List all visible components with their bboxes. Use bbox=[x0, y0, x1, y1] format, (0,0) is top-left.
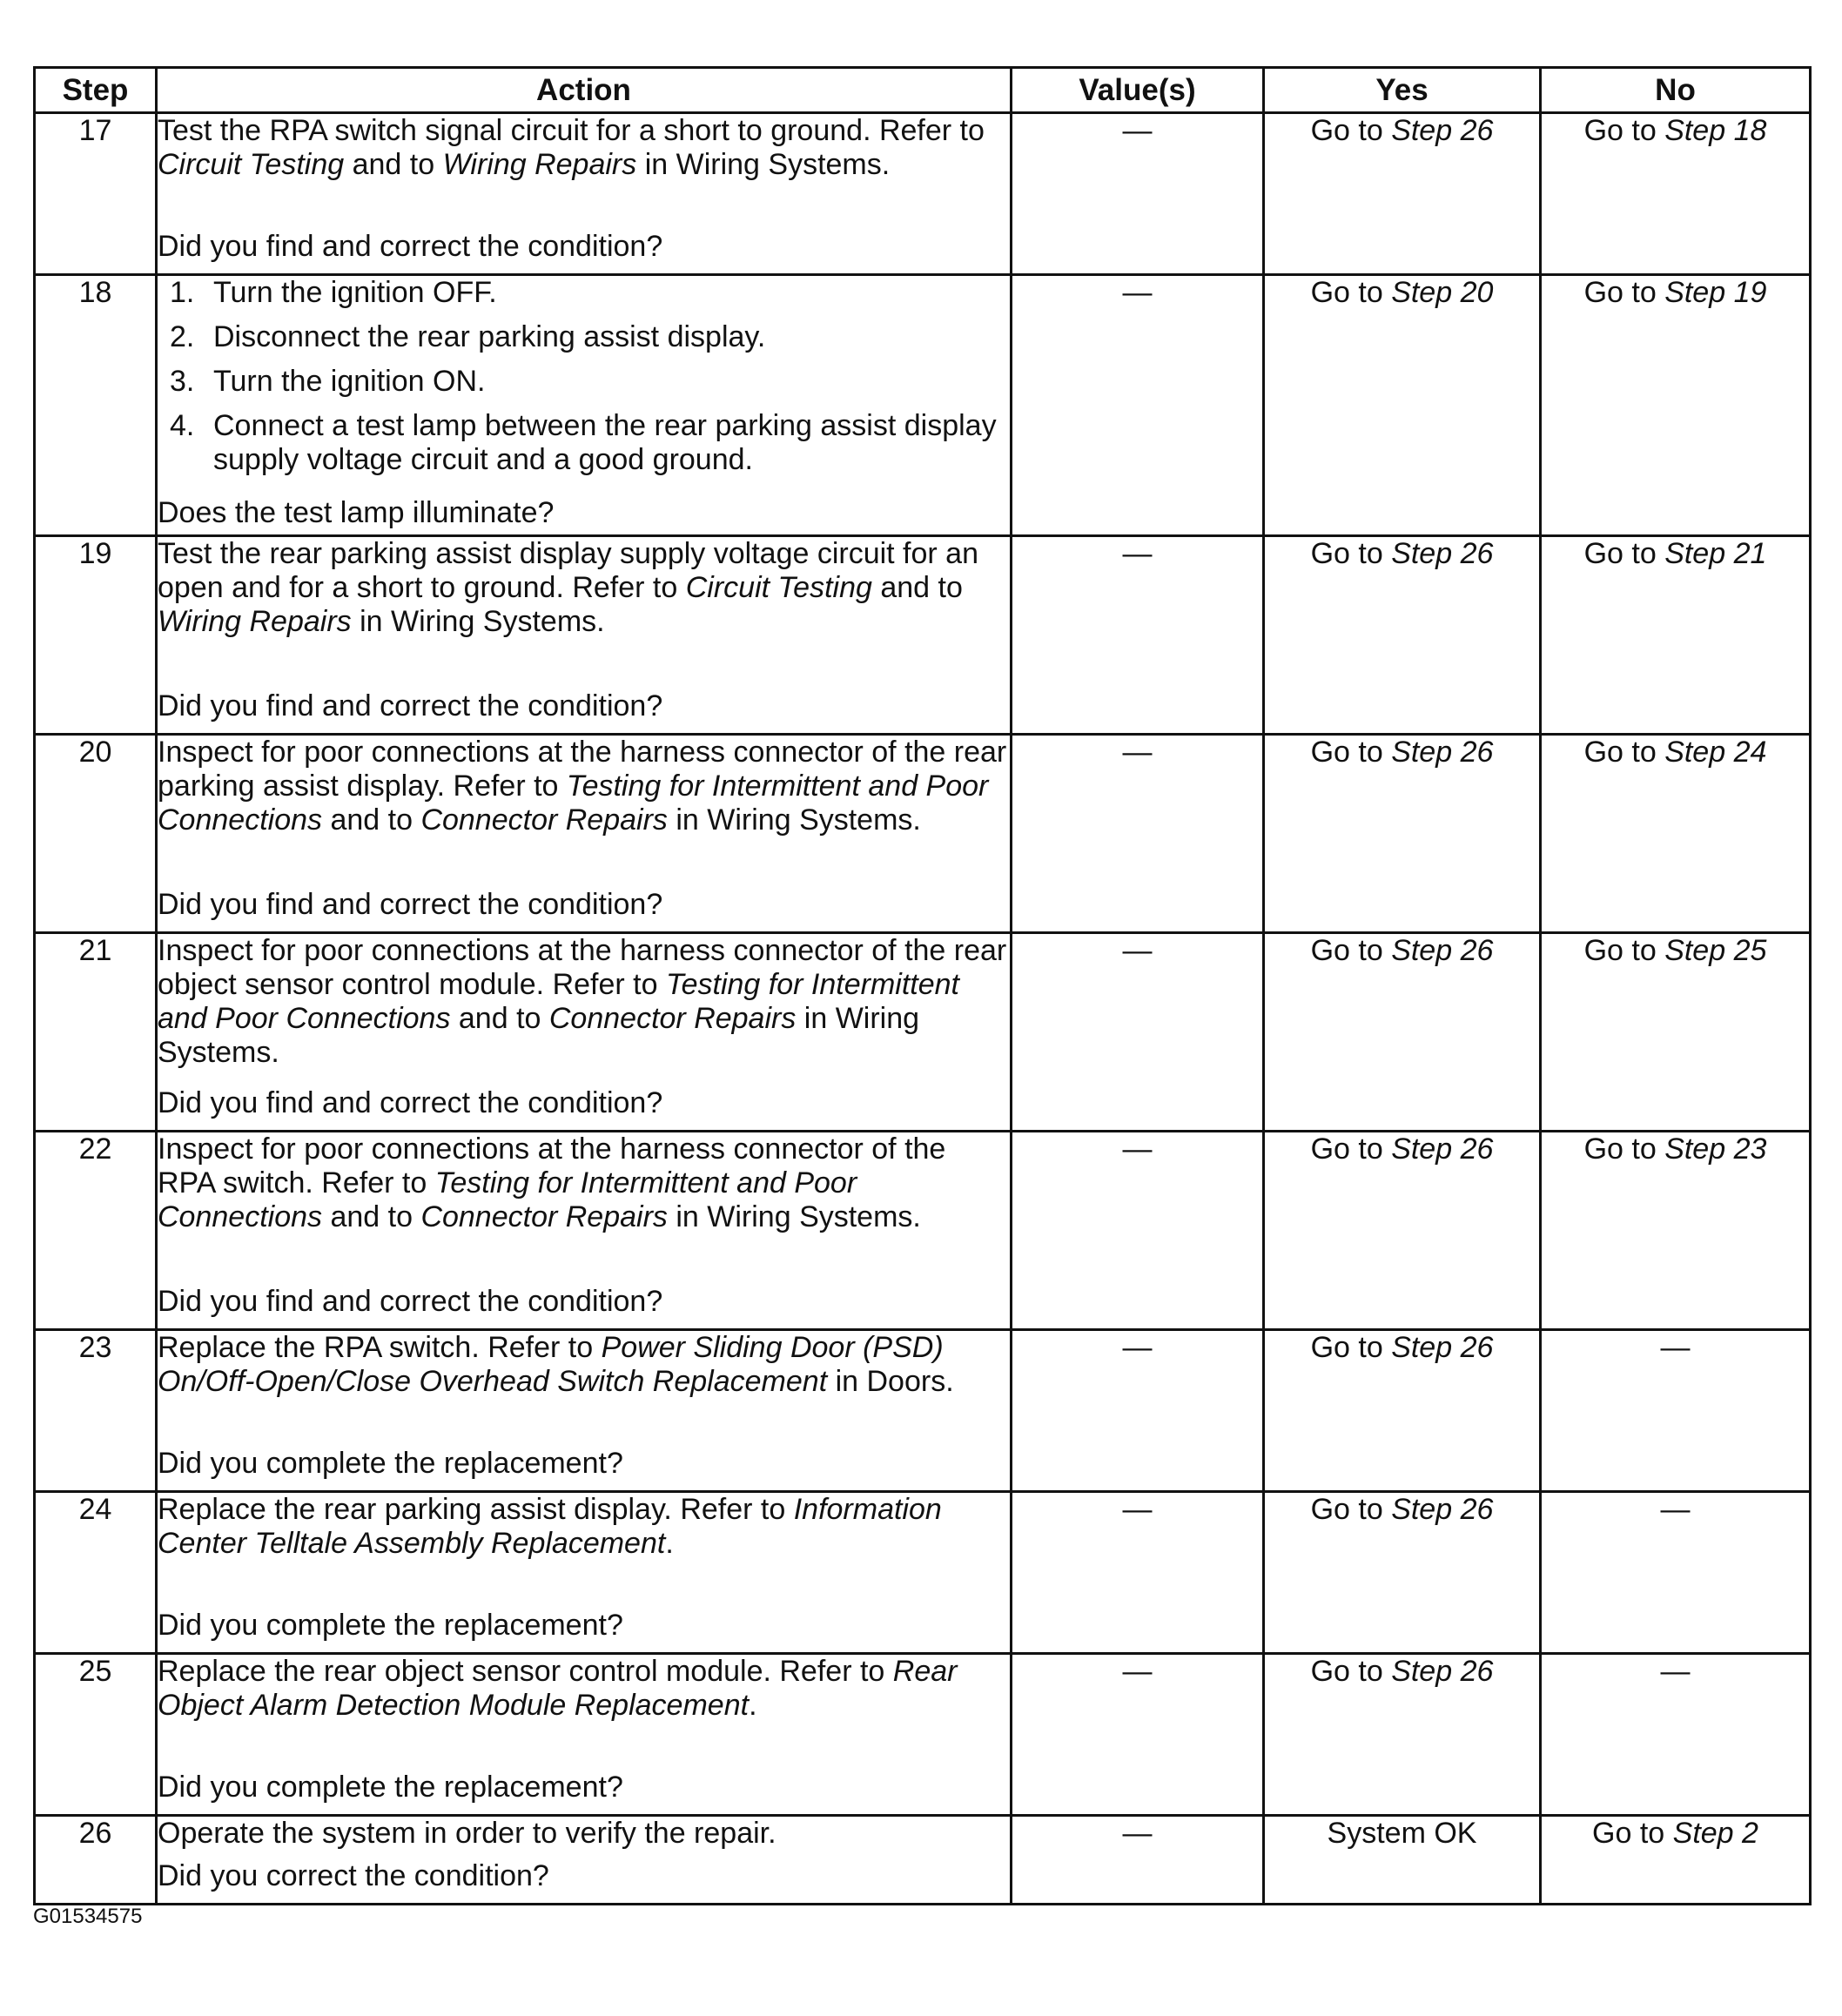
value-cell: — bbox=[1012, 1492, 1264, 1654]
reference-link-text: Circuit Testing bbox=[158, 148, 345, 181]
action-question: Did you find and correct the condition? bbox=[158, 1285, 663, 1318]
yes-result-text: System OK bbox=[1327, 1817, 1477, 1850]
table-body bbox=[35, 113, 1811, 1905]
action-text bbox=[158, 1493, 1010, 1561]
yes-result-text: Go to bbox=[1310, 934, 1392, 967]
no-step-reference: Step 19 bbox=[1664, 276, 1767, 309]
action-cell bbox=[157, 275, 1012, 536]
step-number: 26 bbox=[35, 1816, 157, 1905]
table-row bbox=[35, 536, 1811, 735]
reference-link-text: Testing for Intermittent and Poor Connections bbox=[158, 968, 959, 1035]
action-text-segment: in Wiring Systems. bbox=[351, 605, 605, 638]
diagnostic-table bbox=[33, 66, 1812, 1905]
action-cell bbox=[157, 1492, 1012, 1654]
action-text bbox=[158, 1817, 1010, 1851]
no-result-text: Go to bbox=[1583, 1132, 1665, 1166]
action-question: Did you complete the replacement? bbox=[158, 1771, 623, 1804]
action-content bbox=[158, 1817, 1010, 1893]
step-number: 24 bbox=[35, 1492, 157, 1654]
action-text-segment: Test the rear parking assist display supply voltage circuit for an open and for a short to ground. Refer to bbox=[158, 537, 979, 604]
yes-step-reference: Step 26 bbox=[1391, 934, 1494, 967]
table-row bbox=[35, 275, 1811, 536]
no-step-reference: Step 2 bbox=[1672, 1817, 1758, 1850]
yes-step-reference: Step 26 bbox=[1391, 537, 1494, 570]
yes-step-reference: Step 26 bbox=[1391, 114, 1494, 147]
header-values: Value(s) bbox=[1012, 68, 1264, 113]
no-result bbox=[1541, 1330, 1811, 1492]
no-step-reference: Step 24 bbox=[1664, 736, 1767, 769]
action-step-item: Disconnect the rear parking assist display. bbox=[213, 320, 766, 353]
no-result-text: Go to bbox=[1583, 736, 1665, 769]
action-text bbox=[158, 114, 1010, 182]
value-cell: — bbox=[1012, 1330, 1264, 1492]
yes-result bbox=[1264, 1492, 1541, 1654]
yes-result-text: Go to bbox=[1310, 1655, 1392, 1688]
action-text-segment: in Doors. bbox=[827, 1365, 954, 1398]
step-number: 17 bbox=[35, 113, 157, 275]
action-step-item: Turn the ignition ON. bbox=[213, 365, 486, 398]
no-result-text: Go to bbox=[1583, 276, 1665, 309]
action-text-segment: Inspect for poor connections at the harness connector of the rear parking assist display. Refer to bbox=[158, 736, 1007, 803]
action-cell bbox=[157, 1654, 1012, 1816]
no-result bbox=[1541, 1492, 1811, 1654]
yes-step-reference: Step 26 bbox=[1391, 1655, 1494, 1688]
action-content bbox=[158, 1655, 1010, 1804]
step-number: 23 bbox=[35, 1330, 157, 1492]
yes-result bbox=[1264, 735, 1541, 933]
no-result-text: Go to bbox=[1592, 1817, 1673, 1850]
action-text bbox=[158, 934, 1010, 1070]
action-text-segment: in Wiring Systems. bbox=[158, 1002, 920, 1069]
reference-link-text: Wiring Repairs bbox=[158, 605, 352, 638]
yes-result-text: Go to bbox=[1310, 537, 1392, 570]
yes-result bbox=[1264, 1654, 1541, 1816]
action-cell bbox=[157, 1330, 1012, 1492]
no-result bbox=[1541, 275, 1811, 536]
yes-step-reference: Step 20 bbox=[1391, 276, 1494, 309]
yes-result-text: Go to bbox=[1310, 1331, 1392, 1364]
value-cell: — bbox=[1012, 933, 1264, 1132]
action-text-segment: Replace the rear parking assist display. Refer to bbox=[158, 1493, 794, 1526]
reference-link-text: Connector Repairs bbox=[420, 803, 668, 837]
yes-result-text: Go to bbox=[1310, 1132, 1392, 1166]
step-number: 19 bbox=[35, 536, 157, 735]
action-text-segment: Operate the system in order to verify the repair. bbox=[158, 1817, 776, 1850]
action-step-item: Connect a test lamp between the rear parking assist display supply voltage circuit and a good ground. bbox=[213, 409, 997, 476]
yes-step-reference: Step 26 bbox=[1391, 1132, 1494, 1166]
no-result-text: — bbox=[1660, 1655, 1691, 1688]
yes-step-reference: Step 26 bbox=[1391, 1493, 1494, 1526]
yes-result-text: Go to bbox=[1310, 114, 1392, 147]
table-row bbox=[35, 1330, 1811, 1492]
no-step-reference: Step 18 bbox=[1664, 114, 1767, 147]
action-question: Does the test lamp illuminate? bbox=[158, 496, 555, 529]
action-question: Did you find and correct the condition? bbox=[158, 888, 663, 921]
table-row bbox=[35, 1816, 1811, 1905]
no-result bbox=[1541, 1816, 1811, 1905]
reference-link-text: Testing for Intermittent and Poor Connections bbox=[158, 769, 989, 837]
action-text-segment: Inspect for poor connections at the harness connector of the RPA switch. Refer to bbox=[158, 1132, 946, 1200]
action-text bbox=[158, 537, 1010, 639]
reference-link-text: Connector Repairs bbox=[420, 1200, 668, 1233]
value-cell: — bbox=[1012, 275, 1264, 536]
action-text-segment: Replace the rear object sensor control module. Refer to bbox=[158, 1655, 893, 1688]
action-content bbox=[158, 537, 1010, 723]
no-result bbox=[1541, 1654, 1811, 1816]
header-no: No bbox=[1541, 68, 1811, 113]
yes-result bbox=[1264, 933, 1541, 1132]
header-row bbox=[35, 68, 1811, 113]
action-cell bbox=[157, 933, 1012, 1132]
yes-result bbox=[1264, 1816, 1541, 1905]
no-result-text: Go to bbox=[1583, 114, 1665, 147]
action-text-segment: in Wiring Systems. bbox=[636, 148, 891, 181]
table-row bbox=[35, 1654, 1811, 1816]
action-text-segment: in Wiring Systems. bbox=[667, 803, 921, 837]
action-content bbox=[158, 114, 1010, 264]
action-text bbox=[158, 1132, 1010, 1234]
action-question: Did you find and correct the condition? bbox=[158, 1086, 663, 1119]
yes-step-reference: Step 26 bbox=[1391, 1331, 1494, 1364]
action-content bbox=[158, 736, 1010, 922]
no-step-reference: Step 25 bbox=[1664, 934, 1767, 967]
header-action: Action bbox=[157, 68, 1012, 113]
action-cell bbox=[157, 536, 1012, 735]
action-text-segment: Replace the RPA switch. Refer to bbox=[158, 1331, 602, 1364]
no-step-reference: Step 21 bbox=[1664, 537, 1767, 570]
yes-result-text: Go to bbox=[1310, 1493, 1392, 1526]
action-text bbox=[158, 1655, 1010, 1723]
action-content bbox=[158, 1493, 1010, 1643]
step-number: 21 bbox=[35, 933, 157, 1132]
action-text-segment: and to bbox=[450, 1002, 549, 1035]
yes-result bbox=[1264, 1132, 1541, 1330]
action-question: Did you complete the replacement? bbox=[158, 1609, 623, 1642]
reference-link-text: Power Sliding Door (PSD) On/Off-Open/Close Overhead Switch Replacement bbox=[158, 1331, 944, 1398]
table-row bbox=[35, 1132, 1811, 1330]
yes-result bbox=[1264, 113, 1541, 275]
action-text-segment: Test the RPA switch signal circuit for a short to ground. Refer to bbox=[158, 114, 985, 147]
yes-result-text: Go to bbox=[1310, 736, 1392, 769]
step-number: 20 bbox=[35, 735, 157, 933]
action-text-segment: . bbox=[749, 1689, 757, 1722]
no-result bbox=[1541, 113, 1811, 275]
table-row bbox=[35, 113, 1811, 275]
reference-link-text: Rear Object Alarm Detection Module Replacement bbox=[158, 1655, 958, 1722]
yes-result-text: Go to bbox=[1310, 276, 1392, 309]
action-content bbox=[158, 934, 1010, 1120]
yes-result bbox=[1264, 536, 1541, 735]
no-result bbox=[1541, 1132, 1811, 1330]
action-cell bbox=[157, 1816, 1012, 1905]
yes-result bbox=[1264, 1330, 1541, 1492]
action-text-segment: Inspect for poor connections at the harness connector of the rear object sensor control module. Refer to bbox=[158, 934, 1007, 1001]
action-text-segment: and to bbox=[322, 1200, 421, 1233]
action-text bbox=[158, 276, 1010, 487]
no-result-text: Go to bbox=[1583, 537, 1665, 570]
action-steps bbox=[158, 276, 1010, 477]
action-text-segment: and to bbox=[344, 148, 443, 181]
value-cell: — bbox=[1012, 735, 1264, 933]
figure-code: G01534575 bbox=[33, 1905, 143, 1928]
value-cell: — bbox=[1012, 1816, 1264, 1905]
step-number: 25 bbox=[35, 1654, 157, 1816]
no-result bbox=[1541, 735, 1811, 933]
header-step: Step bbox=[35, 68, 157, 113]
no-result-text: — bbox=[1660, 1493, 1691, 1526]
step-number: 22 bbox=[35, 1132, 157, 1330]
value-cell: — bbox=[1012, 1132, 1264, 1330]
reference-link-text: Circuit Testing bbox=[685, 571, 872, 604]
no-result-text: — bbox=[1660, 1331, 1691, 1364]
reference-link-text: Wiring Repairs bbox=[442, 148, 637, 181]
reference-link-text: Information Center Telltale Assembly Replacement bbox=[158, 1493, 942, 1560]
table-row bbox=[35, 1492, 1811, 1654]
action-cell bbox=[157, 1132, 1012, 1330]
no-result bbox=[1541, 536, 1811, 735]
yes-step-reference: Step 26 bbox=[1391, 736, 1494, 769]
action-question: Did you correct the condition? bbox=[158, 1859, 549, 1892]
action-content bbox=[158, 1132, 1010, 1319]
value-cell: — bbox=[1012, 113, 1264, 275]
no-result-text: Go to bbox=[1583, 934, 1665, 967]
action-text bbox=[158, 1331, 1010, 1399]
action-text-segment: in Wiring Systems. bbox=[667, 1200, 921, 1233]
action-question: Did you complete the replacement? bbox=[158, 1447, 623, 1480]
header-yes: Yes bbox=[1264, 68, 1541, 113]
action-content bbox=[158, 276, 1010, 529]
action-text bbox=[158, 736, 1010, 837]
action-step-item: Turn the ignition OFF. bbox=[213, 276, 497, 309]
no-step-reference: Step 23 bbox=[1664, 1132, 1767, 1166]
action-content bbox=[158, 1331, 1010, 1481]
table-row bbox=[35, 933, 1811, 1132]
no-result bbox=[1541, 933, 1811, 1132]
reference-link-text: Testing for Intermittent and Poor Connections bbox=[158, 1166, 857, 1233]
action-question: Did you find and correct the condition? bbox=[158, 230, 663, 263]
action-question: Did you find and correct the condition? bbox=[158, 689, 663, 722]
action-text-segment: . bbox=[665, 1527, 674, 1560]
action-text-segment: and to bbox=[871, 571, 963, 604]
action-text-segment: and to bbox=[322, 803, 421, 837]
value-cell: — bbox=[1012, 536, 1264, 735]
yes-result bbox=[1264, 275, 1541, 536]
reference-link-text: Connector Repairs bbox=[548, 1002, 797, 1035]
action-cell bbox=[157, 113, 1012, 275]
table-row bbox=[35, 735, 1811, 933]
action-cell bbox=[157, 735, 1012, 933]
value-cell: — bbox=[1012, 1654, 1264, 1816]
step-number: 18 bbox=[35, 275, 157, 536]
